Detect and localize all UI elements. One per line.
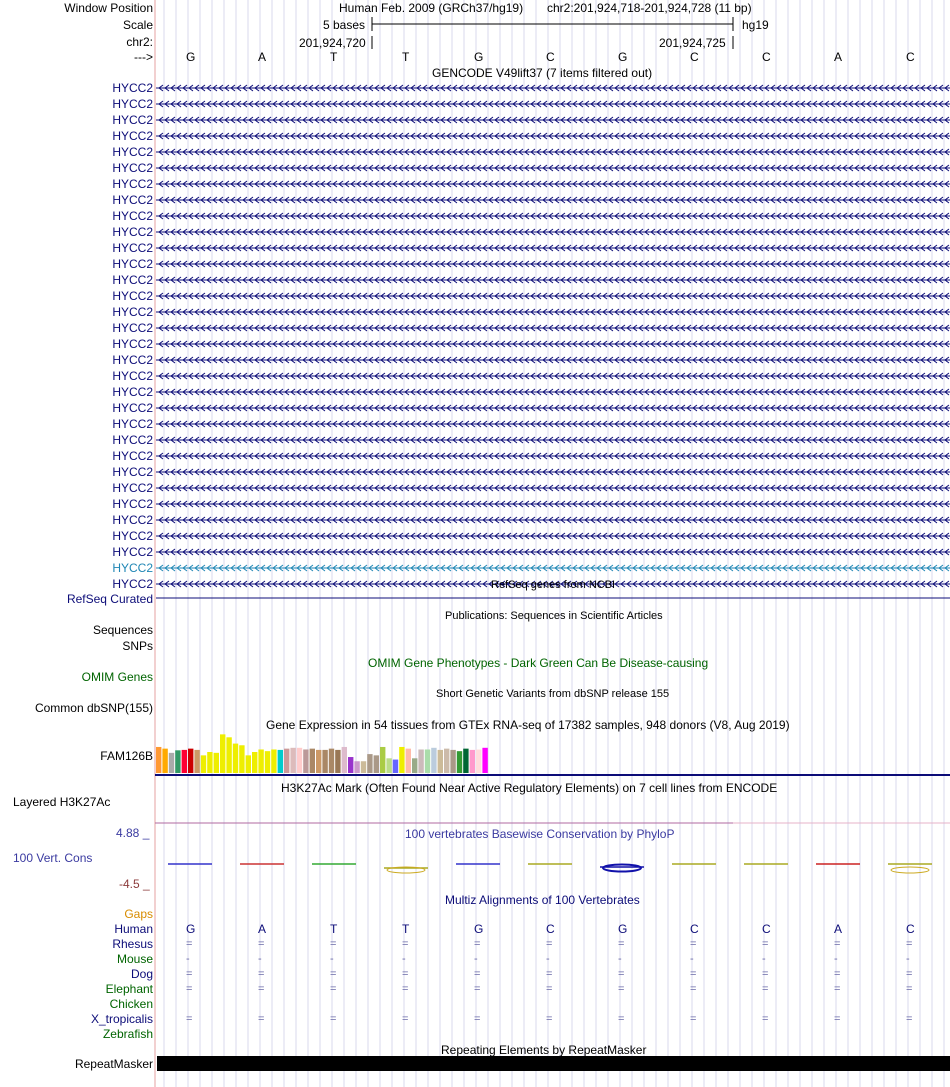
species-label[interactable]: Rhesus <box>112 937 153 951</box>
alignment-base: G <box>474 922 484 936</box>
repeatmasker-element <box>157 1056 950 1071</box>
gtex-tissue-bar <box>310 749 315 773</box>
gtex-tissue-bar <box>354 761 359 773</box>
gtex-track-title[interactable]: Gene Expression in 54 tissues from GTEx RNA-seq of 17382 samples, 948 donors (V8, Aug 2019) <box>266 718 790 732</box>
gtex-tissue-bar <box>239 745 244 773</box>
scale-label: Scale <box>122 18 153 32</box>
gtex-tissue-bar <box>482 748 487 773</box>
alignment-base: - <box>258 953 262 965</box>
gtex-tissue-bar <box>297 748 302 773</box>
alignment-base: = <box>906 968 913 980</box>
species-label[interactable]: Elephant <box>105 982 153 996</box>
ruler-base: T <box>330 50 338 64</box>
gene-label[interactable]: HYCC2 <box>112 465 153 479</box>
publications-sequences-label[interactable]: Sequences <box>92 623 153 637</box>
alignment-base: = <box>690 968 697 980</box>
gene-label[interactable]: HYCC2 <box>112 529 153 543</box>
alignment-base: - <box>618 953 622 965</box>
gene-label[interactable]: HYCC2 <box>112 577 153 591</box>
gtex-tissue-bar <box>342 747 347 773</box>
gtex-tissue-bar <box>162 749 167 773</box>
gtex-tissue-bar <box>220 734 225 773</box>
alignment-base: = <box>834 938 841 950</box>
alignment-base: = <box>546 968 553 980</box>
alignment-base: = <box>186 983 193 995</box>
gtex-tissue-bar <box>457 751 462 773</box>
gene-label[interactable]: HYCC2 <box>112 257 153 271</box>
gtex-tissue-bar <box>316 750 321 773</box>
alignment-base: = <box>258 938 265 950</box>
ruler-base: C <box>690 50 699 64</box>
refseq-label[interactable]: RefSeq Curated <box>66 592 153 606</box>
gtex-tissue-bar <box>169 753 174 773</box>
gtex-tissue-bar <box>329 749 334 773</box>
gene-label[interactable]: HYCC2 <box>112 289 153 303</box>
gtex-tissue-bar <box>182 750 187 773</box>
species-label[interactable]: Chicken <box>109 997 153 1011</box>
gtex-tissue-bar <box>214 753 219 773</box>
conservation-track-title[interactable]: 100 vertebrates Basewise Conservation by PhyloP <box>405 827 675 841</box>
gtex-tissue-bar <box>233 744 238 773</box>
gtex-tissue-bar <box>406 749 411 773</box>
alignment-base: A <box>834 922 843 936</box>
alignment-base: = <box>330 968 337 980</box>
gtex-tissue-bar <box>265 751 270 773</box>
alignment-base: = <box>690 938 697 950</box>
gene-label[interactable]: HYCC2 <box>112 497 153 511</box>
ruler-base: C <box>906 50 915 64</box>
gene-label[interactable]: HYCC2 <box>112 81 153 95</box>
alignment-base: = <box>402 938 409 950</box>
gene-label[interactable]: HYCC2 <box>112 145 153 159</box>
dbsnp-track-title[interactable]: Short Genetic Variants from dbSNP release 155 <box>436 688 670 700</box>
gtex-tissue-bar <box>175 750 180 773</box>
gene-label[interactable]: HYCC2 <box>112 161 153 175</box>
gtex-tissue-bar <box>278 750 283 773</box>
ruler-base: C <box>546 50 555 64</box>
gtex-tissue-bar <box>284 749 289 773</box>
gtex-tissue-bar <box>367 754 372 773</box>
alignment-base: = <box>762 968 769 980</box>
ruler-base: A <box>258 50 267 64</box>
ruler-base: G <box>618 50 628 64</box>
gtex-tissue-bar <box>201 755 206 773</box>
gtex-tissue-bar <box>290 748 295 773</box>
tick-right-label: 201,924,725 <box>659 36 726 50</box>
gene-label[interactable]: HYCC2 <box>112 417 153 431</box>
conservation-glyph <box>603 865 641 872</box>
publications-track-title[interactable]: Publications: Sequences in Scientific Articles <box>445 610 663 622</box>
alignment-base: = <box>906 938 913 950</box>
alignment-base: = <box>330 1013 337 1025</box>
gtex-tissue-bar <box>348 757 353 773</box>
alignment-base: G <box>618 922 628 936</box>
gene-label[interactable]: HYCC2 <box>112 241 153 255</box>
gtex-tissue-bar <box>412 758 417 773</box>
alignment-base: = <box>474 1013 481 1025</box>
alignment-base: - <box>906 953 910 965</box>
alignment-base: = <box>546 1013 553 1025</box>
gtex-tissue-bar <box>194 750 199 773</box>
gtex-tissue-bar <box>207 752 212 773</box>
alignment-base: - <box>402 953 406 965</box>
tick-left-label: 201,924,720 <box>299 36 366 50</box>
alignment-base: = <box>618 938 625 950</box>
gtex-tissue-bar <box>322 750 327 773</box>
alignment-base: T <box>330 922 338 936</box>
scale-text: 5 bases <box>323 18 366 32</box>
conservation-glyph <box>891 867 929 873</box>
gencode-track-title[interactable]: GENCODE V49lift37 (7 items filtered out) <box>432 66 653 80</box>
gtex-tissue-bar <box>156 747 161 773</box>
alignment-base: T <box>402 922 410 936</box>
gene-label[interactable]: HYCC2 <box>112 97 153 111</box>
alignment-base: = <box>402 1013 409 1025</box>
gtex-tissue-bar <box>425 749 430 773</box>
gene-label[interactable]: HYCC2 <box>112 561 153 575</box>
alignment-base: = <box>834 968 841 980</box>
gtex-tissue-bar <box>463 749 468 773</box>
strand-label: ---> <box>134 50 153 64</box>
gtex-tissue-bar <box>252 752 257 773</box>
conservation-min-label: -4.5 _ <box>119 877 150 891</box>
alignment-base: = <box>906 1013 913 1025</box>
alignment-base: A <box>258 922 267 936</box>
alignment-base: - <box>762 953 766 965</box>
alignment-base: = <box>330 938 337 950</box>
alignment-base: - <box>474 953 478 965</box>
gene-label[interactable]: HYCC2 <box>112 225 153 239</box>
window-position-label: Window Position <box>64 1 153 15</box>
gene-label[interactable]: HYCC2 <box>112 545 153 559</box>
alignment-base: G <box>186 922 196 936</box>
alignment-base: = <box>906 983 913 995</box>
gtex-tissue-bar <box>188 749 193 773</box>
gtex-tissue-bar <box>258 749 263 773</box>
chrom-label: chr2: <box>126 35 153 49</box>
gene-label[interactable]: HYCC2 <box>112 273 153 287</box>
h3k27ac-label[interactable]: Layered H3K27Ac <box>13 795 111 809</box>
alignment-base: - <box>186 953 190 965</box>
gtex-tissue-bar <box>450 750 455 773</box>
alignment-base: = <box>618 968 625 980</box>
species-label[interactable]: X_tropicalis <box>90 1012 153 1026</box>
refseq-track-title[interactable]: RefSeq genes from NCBI <box>491 579 616 591</box>
gene-label[interactable]: HYCC2 <box>112 401 153 415</box>
alignment-base: - <box>834 953 838 965</box>
conservation-max-label: 4.88 _ <box>116 826 150 840</box>
alignment-base: = <box>402 968 409 980</box>
alignment-base: = <box>186 938 193 950</box>
conservation-label[interactable]: 100 Vert. Cons <box>13 851 93 865</box>
gtex-tissue-bar <box>226 737 231 773</box>
gene-label[interactable]: HYCC2 <box>112 481 153 495</box>
gene-label[interactable]: HYCC2 <box>112 193 153 207</box>
gtex-tissue-bar <box>303 749 308 773</box>
gtex-tissue-bar <box>271 749 276 773</box>
gtex-tissue-bar <box>470 750 475 773</box>
gene-label[interactable]: HYCC2 <box>112 337 153 351</box>
gtex-tissue-bar <box>438 750 443 773</box>
alignment-base: = <box>834 983 841 995</box>
gene-label[interactable]: HYCC2 <box>112 129 153 143</box>
alignment-base: = <box>258 1013 265 1025</box>
alignment-base: = <box>618 983 625 995</box>
alignment-base: = <box>258 983 265 995</box>
gtex-tissue-bar <box>380 747 385 773</box>
gtex-tissue-bar <box>374 755 379 773</box>
species-label[interactable]: Human <box>114 922 153 936</box>
gtex-gene-label[interactable]: FAM126B <box>100 749 153 763</box>
dbsnp-label[interactable]: Common dbSNP(155) <box>34 701 153 715</box>
gtex-tissue-bar <box>386 758 391 773</box>
alignment-base: = <box>186 1013 193 1025</box>
alignment-base: - <box>330 953 334 965</box>
alignment-base: C <box>690 922 699 936</box>
alignment-base: = <box>834 1013 841 1025</box>
multiz-track-title[interactable]: Multiz Alignments of 100 Vertebrates <box>445 893 640 907</box>
alignment-base: - <box>690 953 694 965</box>
alignment-base: = <box>690 1013 697 1025</box>
db-text: hg19 <box>742 18 769 32</box>
gene-label[interactable]: HYCC2 <box>112 305 153 319</box>
alignment-base: = <box>762 938 769 950</box>
alignment-base: = <box>258 968 265 980</box>
gene-label[interactable]: HYCC2 <box>112 209 153 223</box>
gtex-tissue-bar <box>361 761 366 773</box>
gene-label[interactable]: HYCC2 <box>112 369 153 383</box>
alignment-base: = <box>762 983 769 995</box>
alignment-base: = <box>474 968 481 980</box>
species-label[interactable]: Mouse <box>116 952 153 966</box>
omim-label[interactable]: OMIM Genes <box>81 670 153 684</box>
ruler-base: A <box>834 50 843 64</box>
gene-label[interactable]: HYCC2 <box>112 353 153 367</box>
gene-label[interactable]: HYCC2 <box>112 321 153 335</box>
assembly-text: Human Feb. 2009 (GRCh37/hg19) <box>339 1 524 15</box>
alignment-base: = <box>186 968 193 980</box>
publications-snps-label[interactable]: SNPs <box>122 639 153 653</box>
gene-label[interactable]: HYCC2 <box>112 433 153 447</box>
gtex-tissue-bar <box>393 760 398 773</box>
alignment-base: = <box>474 938 481 950</box>
ruler-base: G <box>186 50 196 64</box>
gtex-tissue-bar <box>476 749 481 773</box>
alignment-base: = <box>402 983 409 995</box>
ruler-base: G <box>474 50 484 64</box>
species-label[interactable]: Zebrafish <box>102 1027 153 1041</box>
gtex-tissue-bar <box>418 749 423 773</box>
omim-track-title[interactable]: OMIM Gene Phenotypes - Dark Green Can Be Disease-causing <box>368 656 709 670</box>
gtex-tissue-bar <box>399 747 404 773</box>
alignment-base: = <box>474 983 481 995</box>
repeatmasker-label[interactable]: RepeatMasker <box>74 1057 153 1071</box>
alignment-base: = <box>330 983 337 995</box>
gene-label[interactable]: HYCC2 <box>112 113 153 127</box>
alignment-base: = <box>546 983 553 995</box>
gene-label[interactable]: HYCC2 <box>112 385 153 399</box>
gtex-tissue-bar <box>246 755 251 773</box>
alignment-base: C <box>906 922 915 936</box>
alignment-base: - <box>546 953 550 965</box>
gtex-tissue-bar <box>444 749 449 773</box>
alignment-base: C <box>762 922 771 936</box>
alignment-base: C <box>546 922 555 936</box>
position-text[interactable]: chr2:201,924,718-201,924,728 (11 bp) <box>547 1 752 15</box>
alignment-base: = <box>690 983 697 995</box>
gene-label[interactable]: HYCC2 <box>112 449 153 463</box>
gene-label[interactable]: HYCC2 <box>112 177 153 191</box>
alignment-base: = <box>546 938 553 950</box>
multiz-gaps-label[interactable]: Gaps <box>124 907 153 921</box>
gtex-tissue-bar <box>431 748 436 773</box>
h3k27ac-track-title[interactable]: H3K27Ac Mark (Often Found Near Active Regulatory Elements) on 7 cell lines from ENCODE <box>281 781 778 795</box>
ruler-base: T <box>402 50 410 64</box>
ruler-base: C <box>762 50 771 64</box>
species-label[interactable]: Dog <box>130 967 153 981</box>
gene-label[interactable]: HYCC2 <box>112 513 153 527</box>
alignment-base: = <box>618 1013 625 1025</box>
gtex-tissue-bar <box>335 750 340 773</box>
repeatmasker-track-title[interactable]: Repeating Elements by RepeatMasker <box>441 1043 647 1057</box>
alignment-base: = <box>762 1013 769 1025</box>
